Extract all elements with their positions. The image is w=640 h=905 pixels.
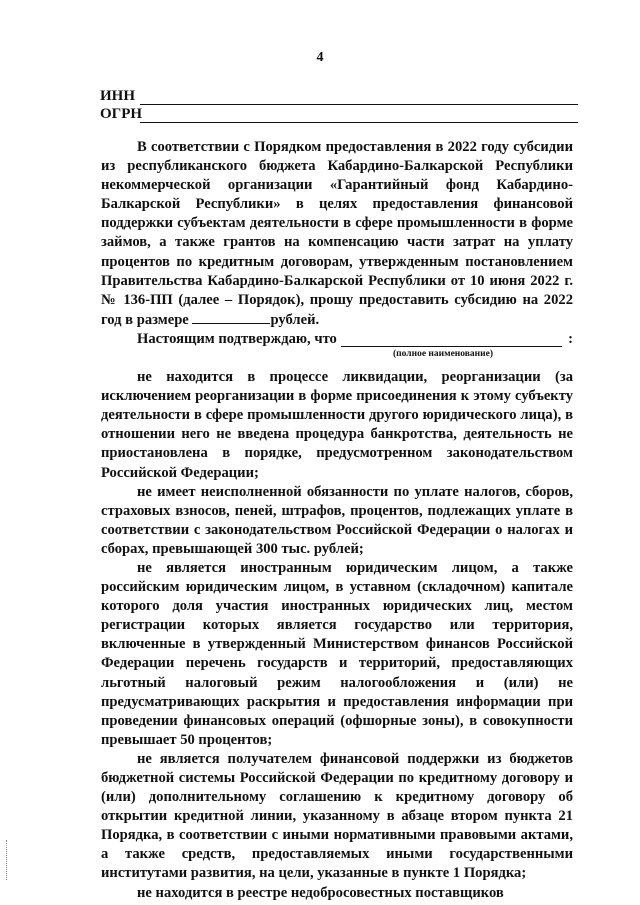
intro-paragraph xyxy=(101,138,573,330)
page-number: 4 xyxy=(316,50,324,65)
name-caption: (полное наименование) xyxy=(393,349,493,360)
ogrn-blank-line xyxy=(140,108,578,123)
ogrn-label: ОГРН xyxy=(100,106,143,122)
condition-item-2: не имеет неисполненной обязанности по уплате налогов, сборов, страховых взносов, пеней, штрафов, процентов, подлежащих уплате в соответствии с законодательством Российской Федерации о налогах и сборах, превышающей 300 тыс. рублей; xyxy=(101,483,573,557)
amount-blank xyxy=(192,310,270,324)
condition-item-1: не находится в процессе ликвидации, реорганизации (за исключением реорганизации в форме присоединения к этому субъекту деятельности в сфере промышленности другого юридического лица), в отношении него не введена процедура банкротства, деятельность не приостановлена в порядке, предусмотренном законодательством Российской Федерации; xyxy=(101,369,573,481)
intro-text: В соответствии с Порядком предоставления в 2022 году субсидии из республиканского бюджета Кабардино-Балкарской Республики некоммерческой организации «Гарантийный фонд Кабардино-Балкарской Республики» в целях предоставления финансовой поддержки субъектам деятельности в сфере промышленности в форме займов, а также грантов на компенсацию части затрат на уплату процентов по кредитным договорам, утвержденным постановлением Правительства Кабардино-Балкарской Республики от 10 июня 2022 г. № 136-ПП (далее – Порядок), прошу предоставить субсидию на 2022 год в размере xyxy=(101,139,573,328)
condition-item-3: не является иностранным юридическим лицом, а также российским юридическим лицом, в уставном (складочном) капитале которого доля участия иностранных юридических лиц, местом регистрации которых является государство или территория, включенные в утвержденный Министерством финансов Российской Федерации перечень государств и территорий, предоставляющих льготный налоговый режим налогообложения и (или) не предусматривающих раскрытия и предоставления информации при проведении финансовых операций (офшорные зоны), в совокупности превышает 50 процентов; xyxy=(101,559,573,748)
document-body xyxy=(101,138,573,903)
inn-field xyxy=(100,88,578,105)
organization-name-blank xyxy=(341,332,562,347)
ogrn-field xyxy=(100,106,578,123)
inn-label: ИНН xyxy=(100,88,136,104)
condition-item-5: не находится в реестре недобросовестных поставщиков xyxy=(137,884,504,901)
intro-tail: рублей. xyxy=(270,311,320,328)
inn-blank-line xyxy=(140,90,578,105)
confirm-row xyxy=(101,330,573,349)
confirm-lead: Настоящим подтверждаю, что xyxy=(137,330,337,347)
confirm-colon: : xyxy=(568,330,573,347)
scan-edge-marks xyxy=(6,840,10,880)
condition-item-4: не является получателем финансовой поддержки из бюджетов бюджетной системы Российской Федерации по кредитному договору и (или) дополнительному соглашению к кредитному договору об открытии кредитной линии, указанному в абзаце втором пункта 21 Порядка, в соответствии с иными нормативными правовыми актами, а также средств, предоставляемых иными государственными институтами развития, на цели, указанные в пункте 1 Порядка; xyxy=(101,750,573,882)
